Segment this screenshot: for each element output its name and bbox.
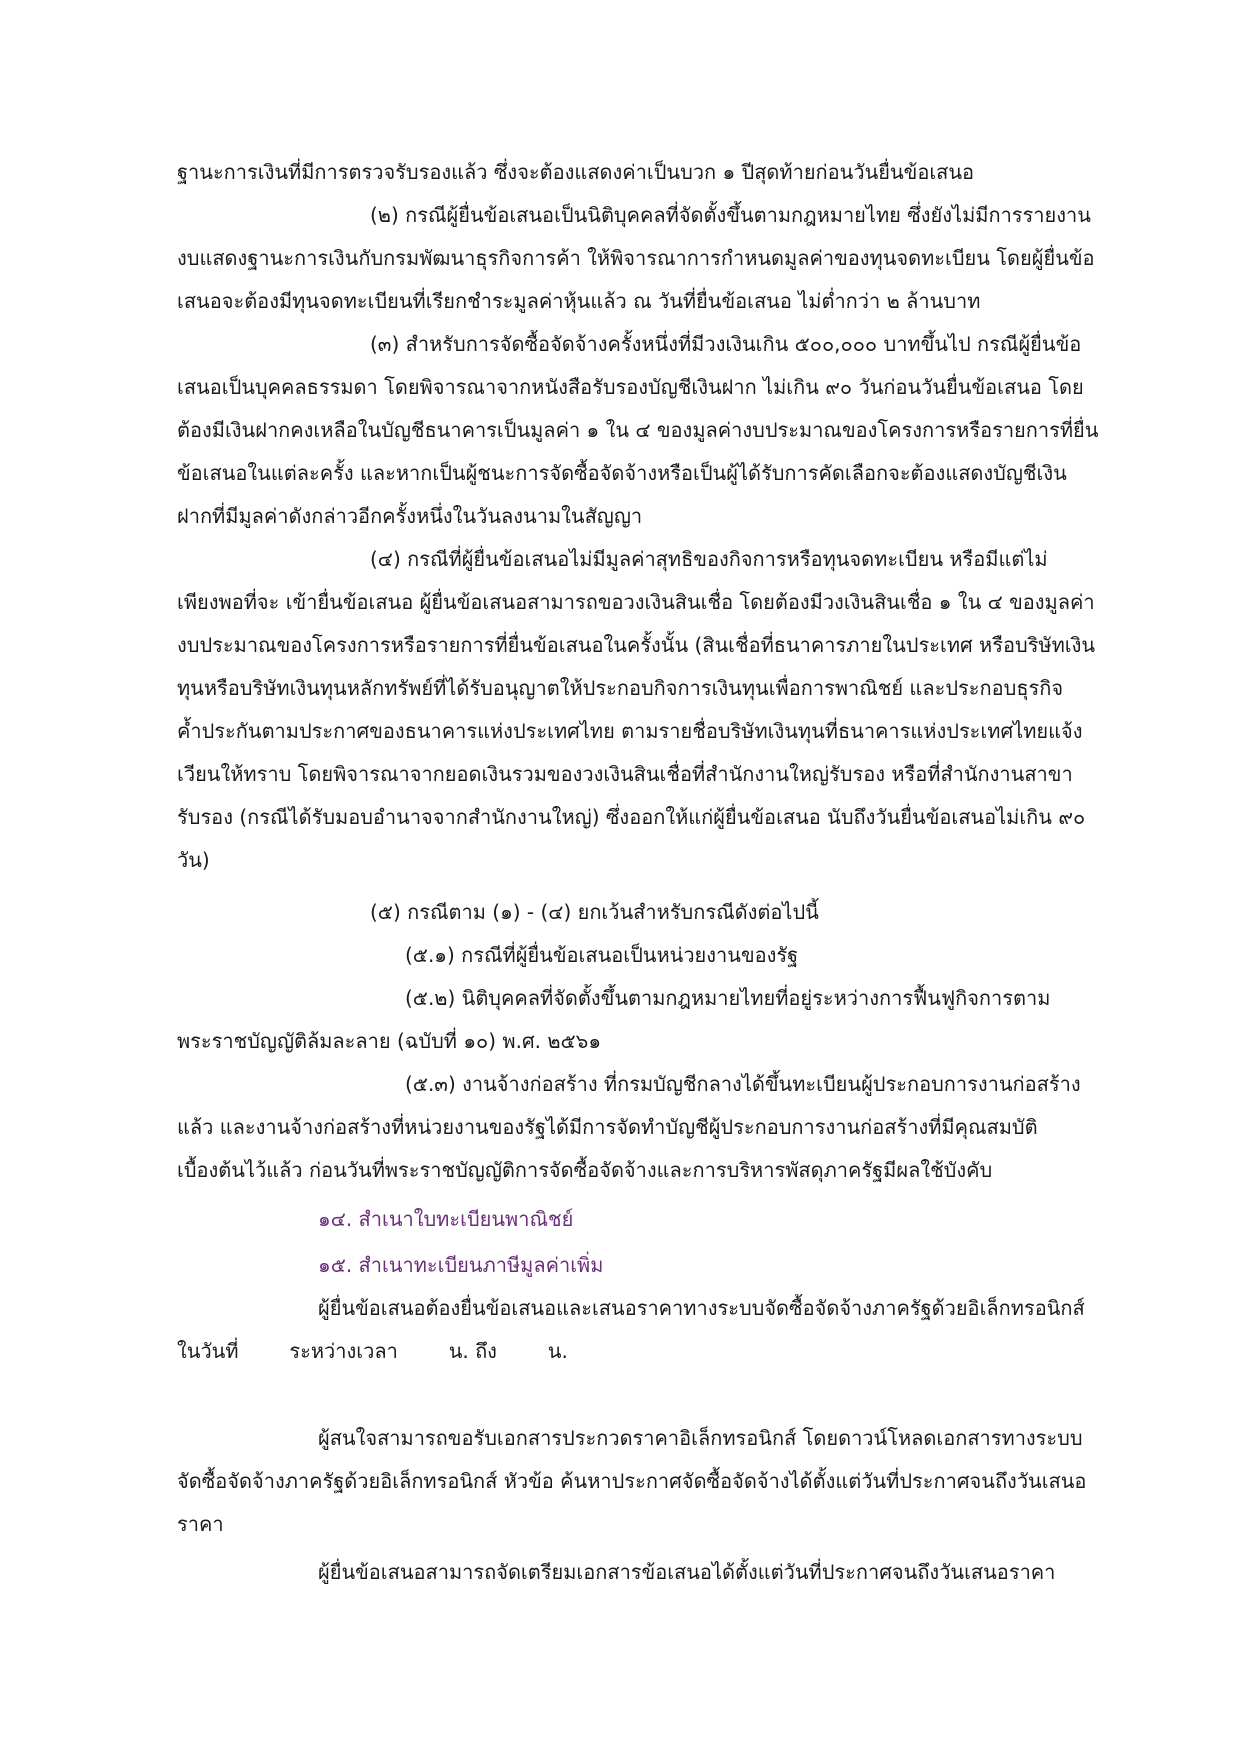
text-line: ผู้ยื่นข้อเสนอต้องยื่นข้อเสนอและเสนอราคาทางระบบจัดซื้อจัดจ้างภาครัฐด้วยอิเล็กทรอนิกส์ bbox=[318, 1296, 1085, 1320]
text-line: ค้ำประกันตามประกาศของธนาคารแห่งประเทศไทย ตามรายชื่อบริษัทเงินทุนที่ธนาคารแห่งประเทศไทยแจ้ง bbox=[177, 719, 1083, 743]
text-line: ทุนหรือบริษัทเงินทุนหลักทรัพย์ที่ได้รับอนุญาตให้ประกอบกิจการเงินทุนเพื่อการพาณิชย์ และประกอบธุรกิจ bbox=[177, 676, 1064, 700]
text-line: (๕.๓) งานจ้างก่อสร้าง ที่กรมบัญชีกลางได้ขึ้นทะเบียนผู้ประกอบการงานก่อสร้าง bbox=[405, 1072, 1081, 1096]
text-line: ราคา bbox=[177, 1512, 224, 1536]
text-line: (๕.๑) กรณีที่ผู้ยื่นข้อเสนอเป็นหน่วยงานของรัฐ bbox=[405, 943, 799, 967]
text-line: แล้ว และงานจ้างก่อสร้างที่หน่วยงานของรัฐได้มีการจัดทำบัญชีผู้ประกอบการงานก่อสร้างที่มีคุณสมบัติ bbox=[177, 1115, 1038, 1139]
text-line: (๓) สำหรับการจัดซื้อจัดจ้างครั้งหนึ่งที่มีวงเงินเกิน ๕๐๐,๐๐๐ บาทขึ้นไป กรณีผู้ยื่นข้อ bbox=[370, 332, 1082, 356]
text-line: ต้องมีเงินฝากคงเหลือในบัญชีธนาคารเป็นมูลค่า ๑ ใน ๔ ของมูลค่างบประมาณของโครงการหรือรายการที่ยื่น bbox=[177, 418, 1099, 442]
text-line: งบประมาณของโครงการหรือรายการที่ยื่นข้อเสนอในครั้งนั้น (สินเชื่อที่ธนาคารภายในประเทศ หรือบริษัทเงิน bbox=[177, 633, 1096, 657]
text-line: เสนอเป็นบุคคลธรรมดา โดยพิจารณาจากหนังสือรับรองบัญชีเงินฝาก ไม่เกิน ๙๐ วันก่อนวันยื่นข้อเสนอ โดย bbox=[177, 375, 1084, 399]
text-line: เบื้องต้นไว้แล้ว ก่อนวันที่พระราชบัญญัติการจัดซื้อจัดจ้างและการบริหารพัสดุภาครัฐมีผลใช้บังคับ bbox=[177, 1158, 993, 1182]
text-line: (๕.๒) นิติบุคคลที่จัดตั้งขึ้นตามกฎหมายไทยที่อยู่ระหว่างการฟื้นฟูกิจการตาม bbox=[405, 986, 1051, 1010]
text-line: ฐานะการเงินที่มีการตรวจรับรองแล้ว ซึ่งจะต้องแสดงค่าเป็นบวก ๑ ปีสุดท้ายก่อนวันยื่นข้อเสนอ bbox=[177, 160, 975, 184]
text-line: เวียนให้ทราบ โดยพิจารณาจากยอดเงินรวมของวงเงินสินเชื่อที่สำนักงานใหญ่รับรอง หรือที่สำนักงานสาขา bbox=[177, 762, 1073, 786]
text-line: เสนอจะต้องมีทุนจดทะเบียนที่เรียกชำระมูลค่าหุ้นแล้ว ณ วันที่ยื่นข้อเสนอ ไม่ต่ำกว่า ๒ ล้านบาท bbox=[177, 289, 981, 313]
text-line: ผู้สนใจสามารถขอรับเอกสารประกวดราคาอิเล็กทรอนิกส์ โดยดาวน์โหลดเอกสารทางระบบ bbox=[318, 1426, 1083, 1450]
text-line: (๒) กรณีผู้ยื่นข้อเสนอเป็นนิติบุคคลที่จัดตั้งขึ้นตามกฎหมายไทย ซึ่งยังไม่มีการรายงาน bbox=[370, 203, 1091, 227]
text-line: ฝากที่มีมูลค่าดังกล่าวอีกครั้งหนึ่งในวันลงนามในสัญญา bbox=[177, 504, 643, 528]
text-line: (๔) กรณีที่ผู้ยื่นข้อเสนอไม่มีมูลค่าสุทธิของกิจการหรือทุนจดทะเบียน หรือมีแต่ไม่ bbox=[370, 547, 1048, 571]
text-line: ผู้ยื่นข้อเสนอสามารถจัดเตรียมเอกสารข้อเสนอได้ตั้งแต่วันที่ประกาศจนถึงวันเสนอราคา bbox=[318, 1560, 1056, 1584]
text-line: งบแสดงฐานะการเงินกับกรมพัฒนาธุรกิจการค้า ให้พิจารณาการกำหนดมูลค่าของทุนจดทะเบียน โดยผู้ยื่นข้อ bbox=[177, 246, 1095, 270]
text-line: ข้อเสนอในแต่ละครั้ง และหากเป็นผู้ชนะการจัดซื้อจัดจ้างหรือเป็นผู้ได้รับการคัดเลือกจะต้องแสดงบัญชีเงิน bbox=[177, 461, 1067, 485]
attachment-item-14: ๑๔. สำเนาใบทะเบียนพาณิชย์ bbox=[318, 1207, 574, 1231]
text-line: จัดซื้อจัดจ้างภาครัฐด้วยอิเล็กทรอนิกส์ หัวข้อ ค้นหาประกาศจัดซื้อจัดจ้างได้ตั้งแต่วันที่ประกาศจนถึงวันเสนอ bbox=[177, 1469, 1087, 1493]
attachment-item-15: ๑๕. สำเนาทะเบียนภาษีมูลค่าเพิ่ม bbox=[318, 1253, 604, 1277]
text-line: วัน) bbox=[177, 848, 210, 872]
text-line: เพียงพอที่จะ เข้ายื่นข้อเสนอ ผู้ยื่นข้อเสนอสามารถขอวงเงินสินเชื่อ โดยต้องมีวงเงินสินเชื่อ ๑ ใน ๔ ของมูลค่า bbox=[177, 590, 1095, 614]
submission-date-line: ในวันที่ ระหว่างเวลา น. ถึง น. bbox=[177, 1339, 568, 1363]
text-line: พระราชบัญญัติล้มละลาย (ฉบับที่ ๑๐) พ.ศ. ๒๕๖๑ bbox=[177, 1029, 602, 1053]
text-line: (๕) กรณีตาม (๑) - (๔) ยกเว้นสำหรับกรณีดังต่อไปนี้ bbox=[370, 900, 819, 924]
text-line: รับรอง (กรณีได้รับมอบอำนาจจากสำนักงานใหญ่) ซึ่งออกให้แก่ผู้ยื่นข้อเสนอ นับถึงวันยื่นข้อเสนอไม่เกิน ๙๐ bbox=[177, 805, 1086, 829]
